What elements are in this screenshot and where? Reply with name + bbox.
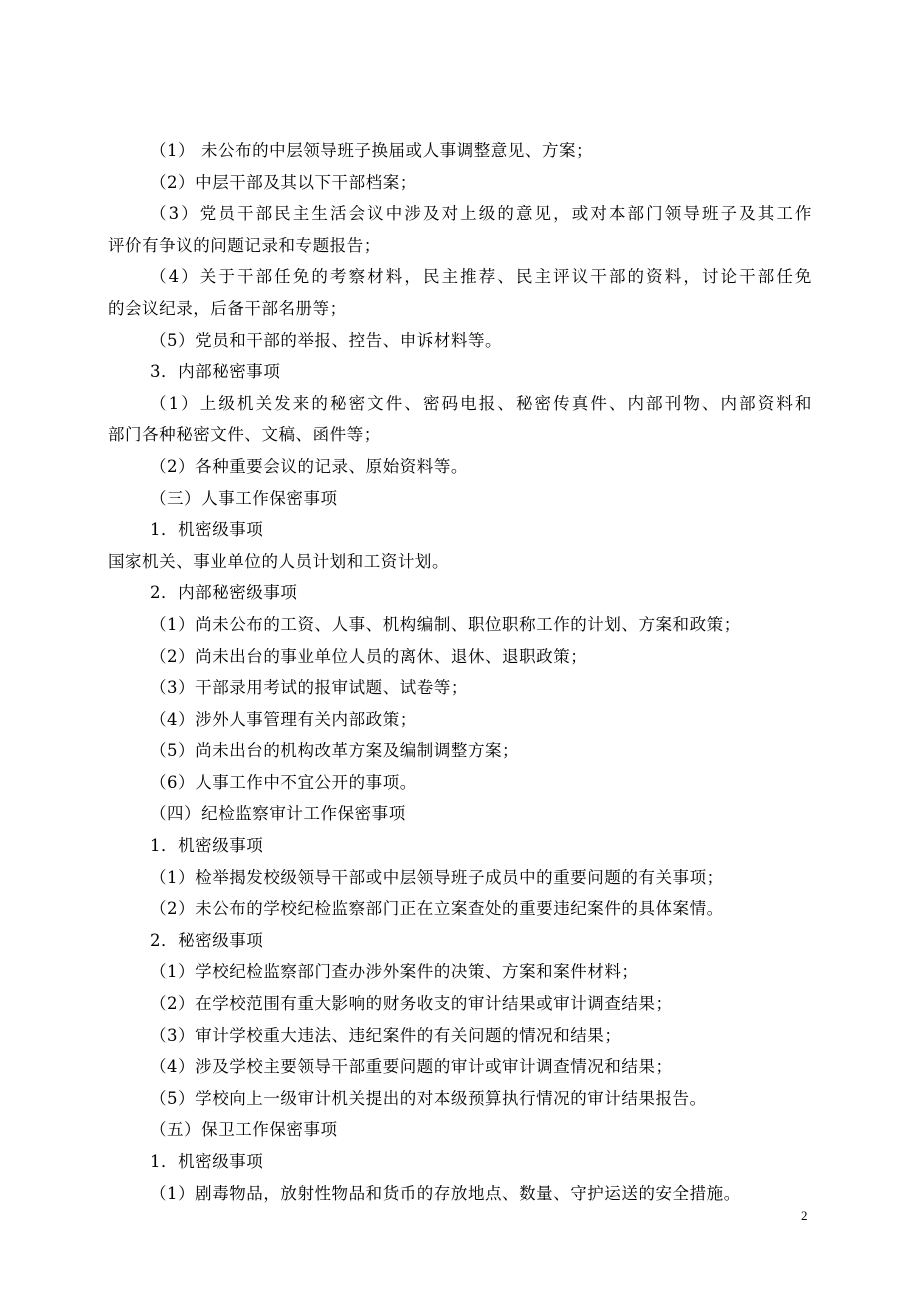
text-line: （3）干部录用考试的报审试题、试卷等； xyxy=(150,678,468,698)
text-line: （5）学校向上一级审计机关提出的对本级预算执行情况的审计结果报告。 xyxy=(150,1088,707,1108)
subsection-heading: 2．秘密级事项 xyxy=(150,930,264,950)
subsection-heading: 1．机密级事项 xyxy=(150,1152,264,1171)
text-line: （2）各种重要会议的记录、原始资料等。 xyxy=(150,456,468,476)
text-line: （5）党员和干部的举报、控告、申诉材料等。 xyxy=(150,330,503,350)
text-line: （1）检举揭发校级领导干部或中层领导班子成员中的重要问题的有关事项； xyxy=(150,867,724,887)
text-line: 的会议纪录，后备干部名册等； xyxy=(108,298,347,318)
document-body xyxy=(108,135,812,1209)
text-line: （2）在学校范围有重大影响的财务收支的审计结果或审计调查结果； xyxy=(150,994,673,1014)
text-line: （1） 未公布的中层领导班子换届或人事调整意见、方案； xyxy=(150,141,594,160)
text-line: （1）上级机关发来的秘密文件、密码电报、秘密传真件、内部刊物、内部资料和 xyxy=(150,393,812,413)
text-line: （1）剧毒物品，放射性物品和货币的存放地点、数量、守护运送的安全措施。 xyxy=(150,1183,741,1203)
text-line: （3）审计学校重大违法、违纪案件的有关问题的情况和结果； xyxy=(150,1025,622,1045)
text-line: 部门各种秘密文件、文稿、函件等； xyxy=(108,425,381,445)
text-line: （1）尚未公布的工资、人事、机构编制、职位职称工作的计划、方案和政策； xyxy=(150,614,741,634)
section-heading: 3．内部秘密事项 xyxy=(150,362,281,382)
page-number: 2 xyxy=(801,1208,808,1223)
text-line: （5）尚未出台的机构改革方案及编制调整方案； xyxy=(150,741,520,761)
section-heading: （三）人事工作保密事项 xyxy=(150,488,338,508)
text-line: （1）学校纪检监察部门查办涉外案件的决策、方案和案件材料； xyxy=(150,962,639,982)
text-line: 国家机关、事业单位的人员计划和工资计划。 xyxy=(108,551,449,571)
subsection-heading: 2．内部秘密级事项 xyxy=(150,583,298,603)
text-line: （4）关于干部任免的考察材料，民主推荐、民主评议干部的资料，讨论干部任免 xyxy=(150,267,812,287)
text-line: （2）未公布的学校纪检监察部门正在立案查处的重要违纪案件的具体案情。 xyxy=(150,899,724,919)
text-line: （2）中层干部及其以下干部档案； xyxy=(150,172,417,192)
section-heading: （五）保卫工作保密事项 xyxy=(150,1120,338,1140)
text-line: 评价有争议的问题记录和专题报告； xyxy=(108,235,381,255)
text-line: （3）党员干部民主生活会议中涉及对上级的意见，或对本部门领导班子及其工作 xyxy=(150,204,812,224)
subsection-heading: 1．机密级事项 xyxy=(150,836,264,856)
text-line: （2）尚未出台的事业单位人员的离休、退休、退职政策； xyxy=(150,646,588,666)
subsection-heading: 1．机密级事项 xyxy=(150,520,264,540)
section-heading: （四）纪检监察审计工作保密事项 xyxy=(150,804,406,824)
text-line: （4）涉及学校主要领导干部重要问题的审计或审计调查情况和结果； xyxy=(150,1057,673,1077)
text-line: （4）涉外人事管理有关内部政策； xyxy=(150,709,417,729)
text-line: （6）人事工作中不宜公开的事项。 xyxy=(150,772,417,792)
